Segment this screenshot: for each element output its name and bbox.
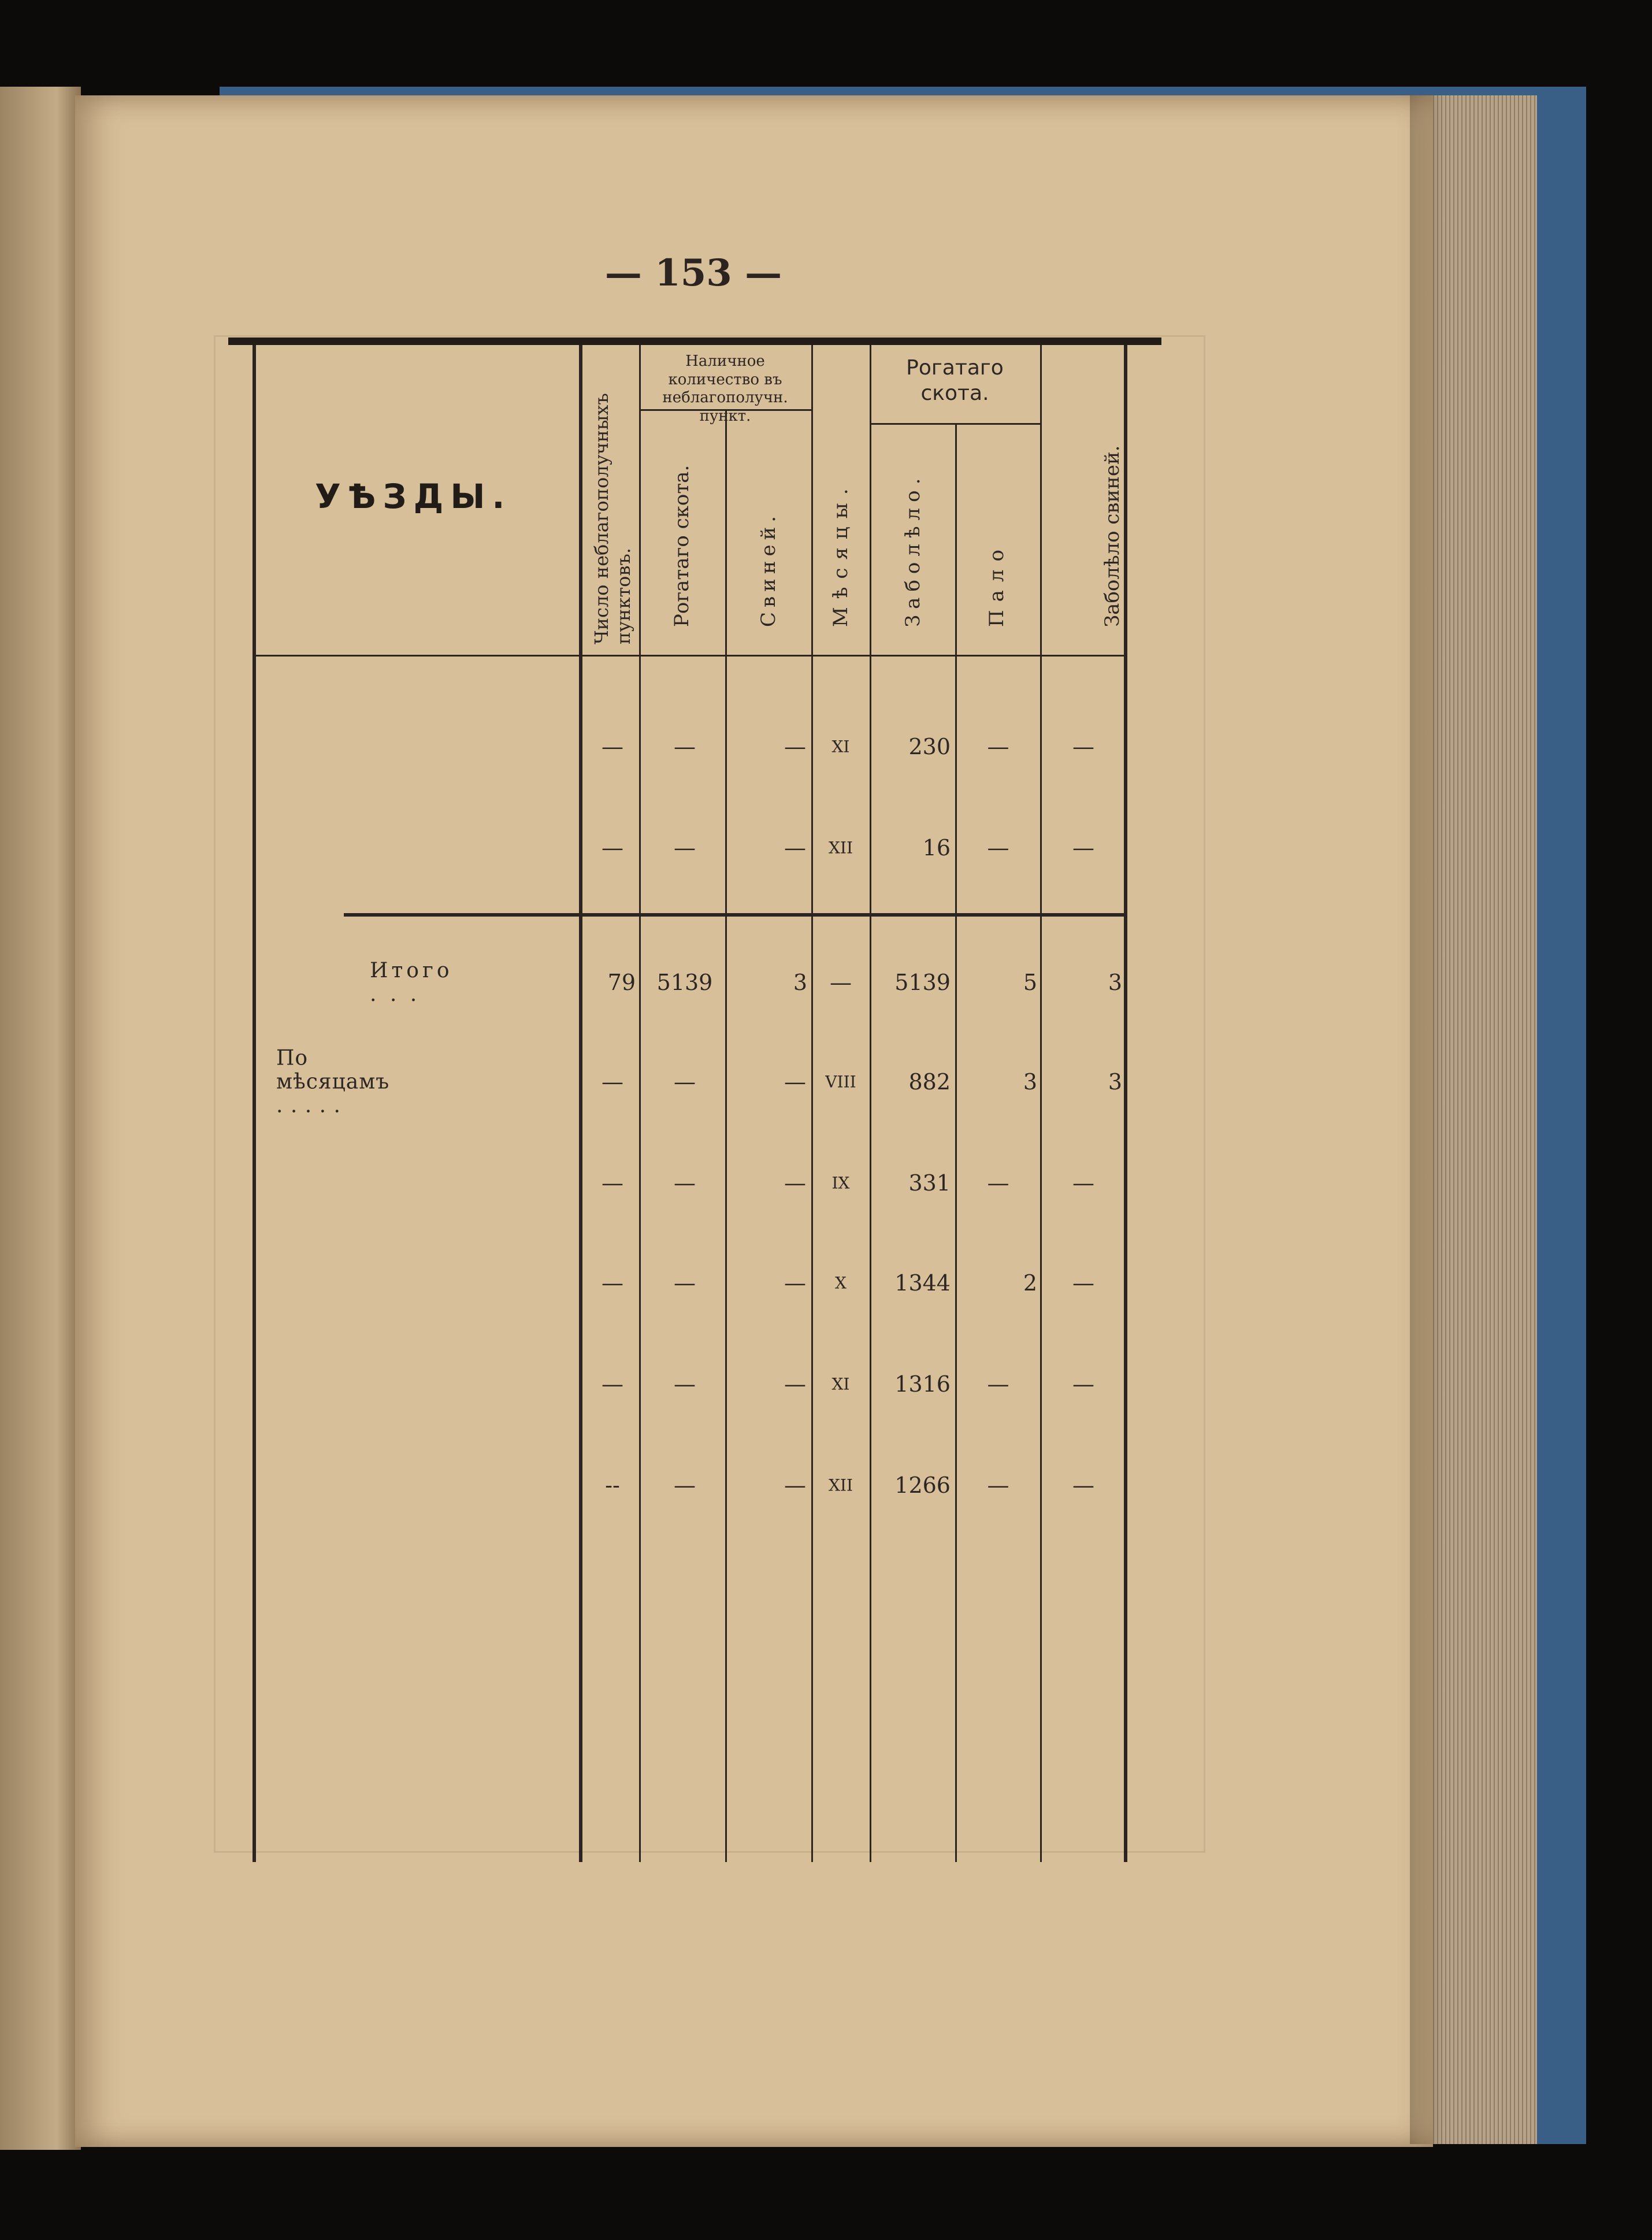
cell-pigs-sick: — bbox=[1072, 1371, 1094, 1397]
cell-month: X bbox=[835, 1273, 847, 1293]
cell-sick: 1266 bbox=[894, 1473, 951, 1498]
cell-points: — bbox=[602, 835, 623, 861]
table-left-border bbox=[253, 345, 256, 1862]
cell-pigs-sick: — bbox=[1072, 734, 1094, 759]
group-rule-cattle bbox=[870, 423, 1040, 425]
cell-cattle: — bbox=[674, 1473, 696, 1498]
cell-died: — bbox=[987, 734, 1009, 759]
col-divider-label bbox=[579, 345, 582, 1862]
cell-points: — bbox=[602, 1371, 623, 1397]
cell-month: VIII bbox=[825, 1072, 856, 1092]
cell-cattle: — bbox=[674, 1069, 696, 1095]
header-months: Мѣсяцы. bbox=[829, 480, 852, 627]
cell-pigs: — bbox=[784, 1069, 806, 1095]
cell-sick: 882 bbox=[908, 1069, 951, 1095]
cell-pigs: — bbox=[784, 734, 806, 759]
header-bottom-rule bbox=[253, 655, 1126, 657]
cell-cattle: 5139 bbox=[656, 970, 713, 995]
header-points: Число неблагополучныхъ пунктовъ. bbox=[590, 393, 634, 644]
cell-pigs: — bbox=[784, 1473, 806, 1498]
page-number: — 153 — bbox=[604, 251, 782, 295]
col-divider-died bbox=[1040, 345, 1042, 1862]
cell-cattle: — bbox=[674, 734, 696, 759]
cell-pigs: — bbox=[784, 1270, 806, 1296]
uezdy-heading: УѢЗДЫ. bbox=[315, 477, 512, 516]
cell-pigs-sick: — bbox=[1072, 1170, 1094, 1196]
header-group-present: Наличное количество въ неблагополучн. пункт. bbox=[662, 353, 788, 425]
header-sick: Заболѣло. bbox=[901, 472, 925, 627]
cell-month: XI bbox=[831, 1374, 850, 1394]
col-divider-sick bbox=[955, 425, 957, 1862]
cell-pigs-sick: 3 bbox=[1108, 1069, 1122, 1095]
cell-died: — bbox=[987, 1170, 1009, 1196]
cell-pigs-sick: 3 bbox=[1108, 970, 1122, 995]
cell-points: — bbox=[602, 734, 623, 759]
cell-sick: 1316 bbox=[894, 1371, 951, 1397]
row-label-total: Итого . . . bbox=[370, 959, 453, 1006]
cell-cattle: — bbox=[674, 1371, 696, 1397]
cell-month: XII bbox=[828, 838, 853, 858]
cell-points: — bbox=[602, 1270, 623, 1296]
header-pigs-sick: Заболѣло свиней. bbox=[1100, 445, 1124, 627]
cell-pigs: — bbox=[784, 1170, 806, 1196]
cell-month: IX bbox=[831, 1173, 850, 1193]
cell-sick: 5139 bbox=[894, 970, 951, 995]
cell-sick: 16 bbox=[922, 835, 951, 861]
cell-pigs-sick: — bbox=[1072, 1270, 1094, 1296]
cell-cattle: — bbox=[674, 1170, 696, 1196]
col-divider-cattle bbox=[725, 409, 727, 1862]
cell-pigs: 3 bbox=[793, 970, 807, 995]
cell-died: — bbox=[987, 835, 1009, 861]
cell-died: 5 bbox=[1023, 970, 1037, 995]
cell-cattle: — bbox=[674, 835, 696, 861]
cell-month: XII bbox=[828, 1475, 853, 1495]
cell-points: -- bbox=[605, 1473, 620, 1498]
cell-pigs: — bbox=[784, 835, 806, 861]
header-group-cattle: Рогатаго скота. bbox=[906, 356, 1004, 405]
cell-pigs: — bbox=[784, 1371, 806, 1397]
header-died: Пало bbox=[985, 542, 1008, 627]
cell-sick: 331 bbox=[908, 1170, 951, 1196]
cell-points: — bbox=[602, 1069, 623, 1095]
table-top-rule bbox=[228, 338, 1161, 345]
row-label-months: По мѣсяцамъ . . . . . bbox=[276, 1046, 390, 1118]
cell-points: 79 bbox=[607, 970, 636, 995]
cell-died: — bbox=[987, 1371, 1009, 1397]
col-divider-pigs bbox=[811, 345, 813, 1862]
cell-points: — bbox=[602, 1170, 623, 1196]
cell-month: — bbox=[830, 970, 852, 995]
cell-sick: 1344 bbox=[894, 1270, 951, 1296]
col-divider-months bbox=[870, 345, 871, 1862]
cell-cattle: — bbox=[674, 1270, 696, 1296]
cell-month: XI bbox=[831, 737, 850, 756]
subtotal-rule bbox=[344, 913, 1124, 917]
header-cattle: Рогатаго скота. bbox=[670, 465, 693, 627]
page-edge-shadow bbox=[1410, 95, 1445, 2144]
cell-sick: 230 bbox=[908, 734, 951, 759]
cell-pigs-sick: — bbox=[1072, 835, 1094, 861]
cell-died: 2 bbox=[1023, 1270, 1037, 1296]
cell-died: — bbox=[987, 1473, 1009, 1498]
cell-died: 3 bbox=[1023, 1069, 1037, 1095]
header-pigs: Свиней. bbox=[756, 511, 780, 627]
left-page bbox=[0, 87, 81, 2150]
cell-pigs-sick: — bbox=[1072, 1473, 1094, 1498]
